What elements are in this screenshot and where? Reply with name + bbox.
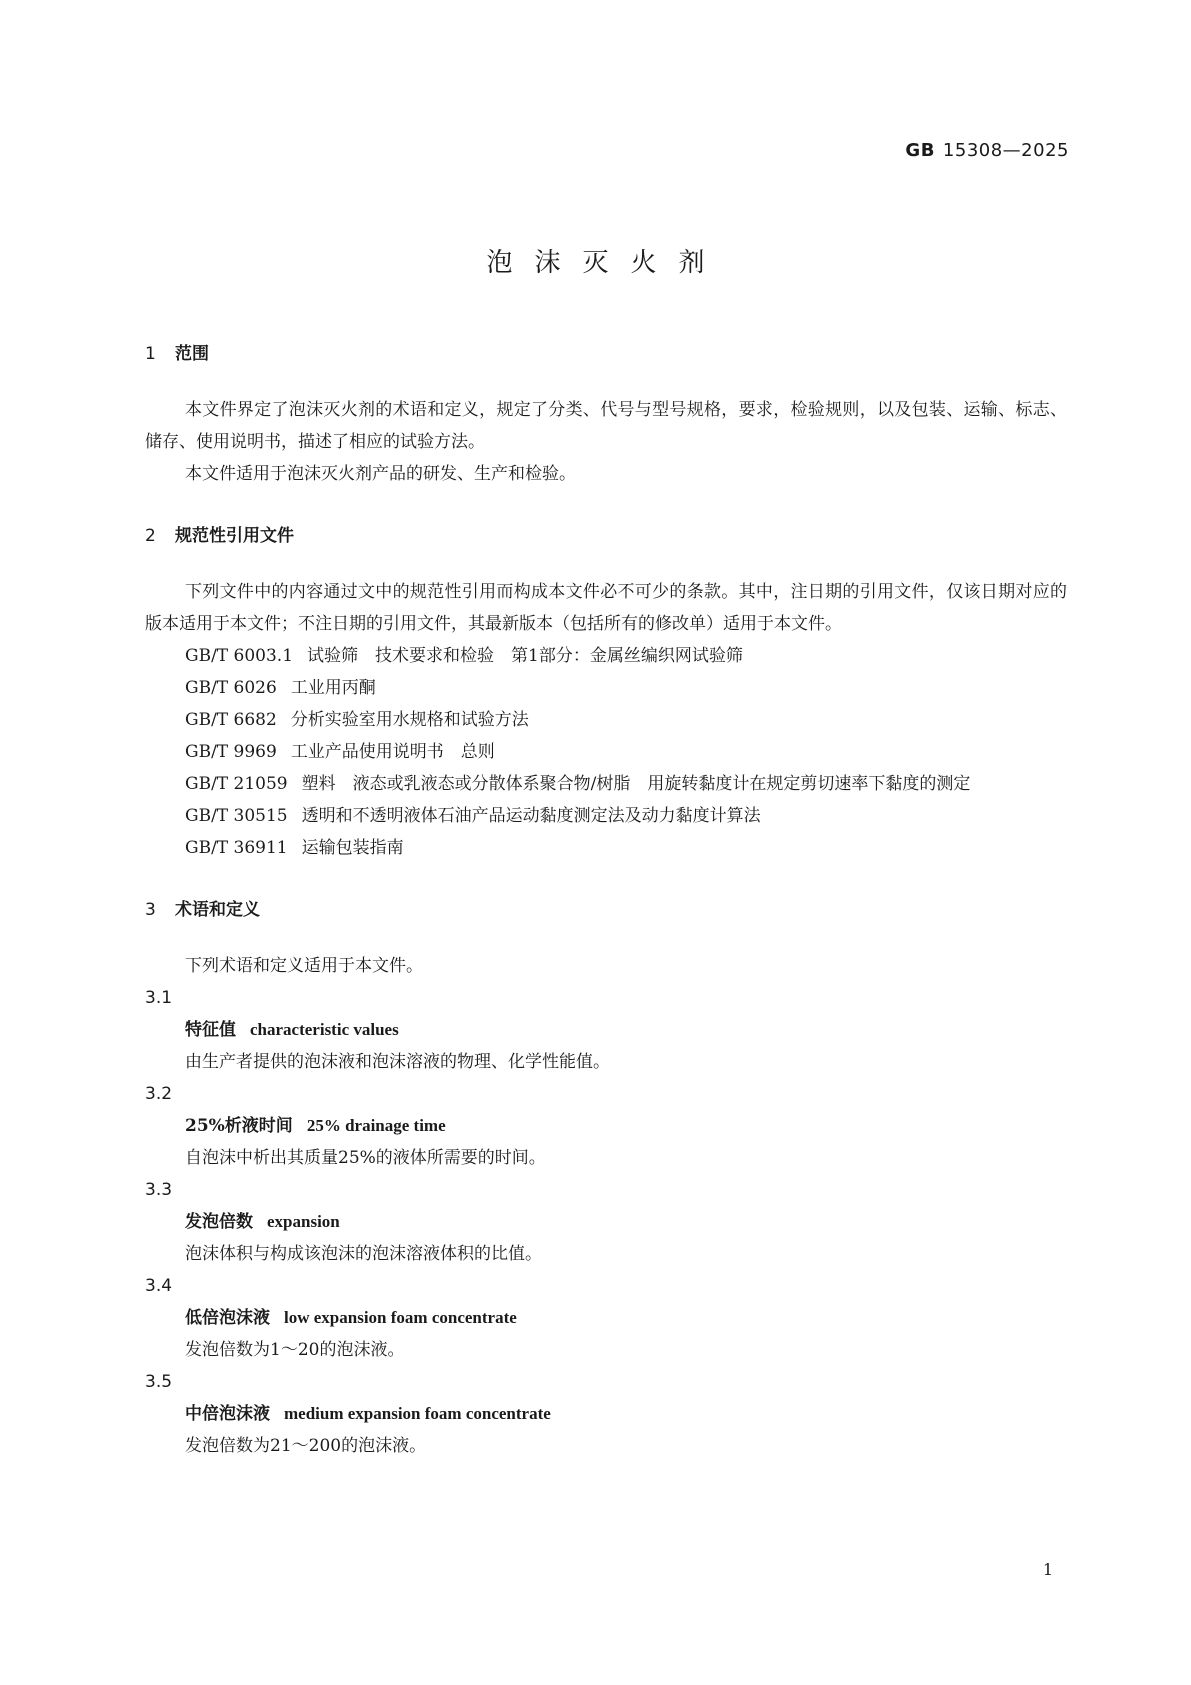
section-number: 2: [145, 526, 156, 546]
term-name-en: medium expansion foam concentrate: [284, 1404, 551, 1423]
reference-title: 试验筛 技术要求和检验 第1部分：金属丝编织网试验筛: [307, 646, 743, 666]
reference-item: [145, 768, 1067, 800]
term-number: 3.3: [145, 1180, 173, 1200]
reference-item: [145, 672, 1067, 704]
term-definition: 泡沫体积与构成该泡沫的泡沫溶液体积的比值。: [185, 1244, 542, 1264]
term-number: 3.4: [145, 1276, 173, 1296]
term-name-zh: 25%析液时间: [185, 1116, 293, 1136]
reference-item: [145, 640, 1067, 672]
term-number: 3.1: [145, 988, 173, 1008]
paragraph: 本文件适用于泡沫灭火剂产品的研发、生产和检验。: [185, 464, 576, 484]
term-entry: [145, 1366, 1067, 1462]
term-definition: 由生产者提供的泡沫液和泡沫溶液的物理、化学性能值。: [185, 1052, 610, 1072]
reference-code: GB/T 30515: [185, 806, 288, 826]
reference-code: GB/T 6682: [185, 710, 277, 730]
reference-code: GB/T 6026: [185, 678, 277, 698]
term-name-en: characteristic values: [250, 1020, 399, 1039]
term-name: [145, 1398, 1067, 1430]
reference-item: [145, 704, 1067, 736]
section-heading-terms-definitions: [145, 898, 1067, 922]
section-heading-normative-references: [145, 524, 1067, 548]
reference-code: GB/T 9969: [185, 742, 277, 762]
term-number: 3.2: [145, 1084, 173, 1104]
term-name: [145, 1014, 1067, 1046]
term-name: [145, 1302, 1067, 1334]
term-name-zh: 中倍泡沫液: [185, 1404, 270, 1424]
reference-code: GB/T 21059: [185, 774, 288, 794]
section-title: 范围: [175, 344, 209, 364]
paragraph: 本文件界定了泡沫灭火剂的术语和定义，规定了分类、代号与型号规格，要求，检验规则，以及包装、运输、标志、储存、使用说明书，描述了相应的试验方法。: [145, 400, 1067, 452]
term-name: [145, 1206, 1067, 1238]
term-entry: [145, 982, 1067, 1078]
term-name-zh: 发泡倍数: [185, 1212, 253, 1232]
section-number: 1: [145, 344, 156, 364]
section-heading-scope: [145, 342, 1067, 366]
reference-item: [145, 800, 1067, 832]
term-number: 3.5: [145, 1372, 173, 1392]
reference-title: 分析实验室用水规格和试验方法: [290, 710, 529, 730]
term-name-en: low expansion foam concentrate: [284, 1308, 517, 1327]
paragraph: 下列文件中的内容通过文中的规范性引用而构成本文件必不可少的条款。其中，注日期的引用文件，仅该日期对应的版本适用于本文件；不注日期的引用文件，其最新版本（包括所有的修改单）适用于本文件。: [145, 582, 1067, 634]
reference-title: 运输包装指南: [301, 838, 404, 858]
term-entry: [145, 1078, 1067, 1174]
term-name-en: expansion: [267, 1212, 340, 1231]
reference-code: GB/T 6003.1: [185, 646, 294, 666]
section-title: 规范性引用文件: [175, 526, 294, 546]
reference-item: [145, 832, 1067, 864]
reference-item: [145, 736, 1067, 768]
standard-prefix: GB: [905, 140, 935, 161]
term-definition: 发泡倍数为1～20的泡沫液。: [185, 1340, 405, 1360]
standard-number: [905, 140, 1069, 161]
standard-code: 15308—2025: [942, 140, 1069, 161]
reference-code: GB/T 36911: [185, 838, 288, 858]
reference-title: 塑料 液态或乳液态或分散体系聚合物/树脂 用旋转黏度计在规定剪切速率下黏度的测定: [301, 774, 971, 794]
paragraph: 下列术语和定义适用于本文件。: [185, 956, 423, 976]
reference-title: 工业产品使用说明书 总则: [290, 742, 495, 762]
document-title: 泡沫灭火剂: [486, 248, 727, 278]
term-name-zh: 低倍泡沫液: [185, 1308, 270, 1328]
reference-title: 透明和不透明液体石油产品运动黏度测定法及动力黏度计算法: [301, 806, 761, 826]
section-title: 术语和定义: [175, 900, 260, 920]
reference-title: 工业用丙酮: [290, 678, 376, 698]
section-number: 3: [145, 900, 156, 920]
term-definition: 自泡沫中析出其质量25%的液体所需要的时间。: [185, 1148, 546, 1168]
term-name-zh: 特征值: [185, 1020, 236, 1040]
term-name-en: 25% drainage time: [306, 1116, 446, 1135]
term-name: [145, 1110, 1067, 1142]
page-number: 1: [1042, 1560, 1053, 1579]
term-entry: [145, 1174, 1067, 1270]
document-body: [145, 342, 1067, 1462]
term-entry: [145, 1270, 1067, 1366]
term-definition: 发泡倍数为21～200的泡沫液。: [185, 1436, 427, 1456]
